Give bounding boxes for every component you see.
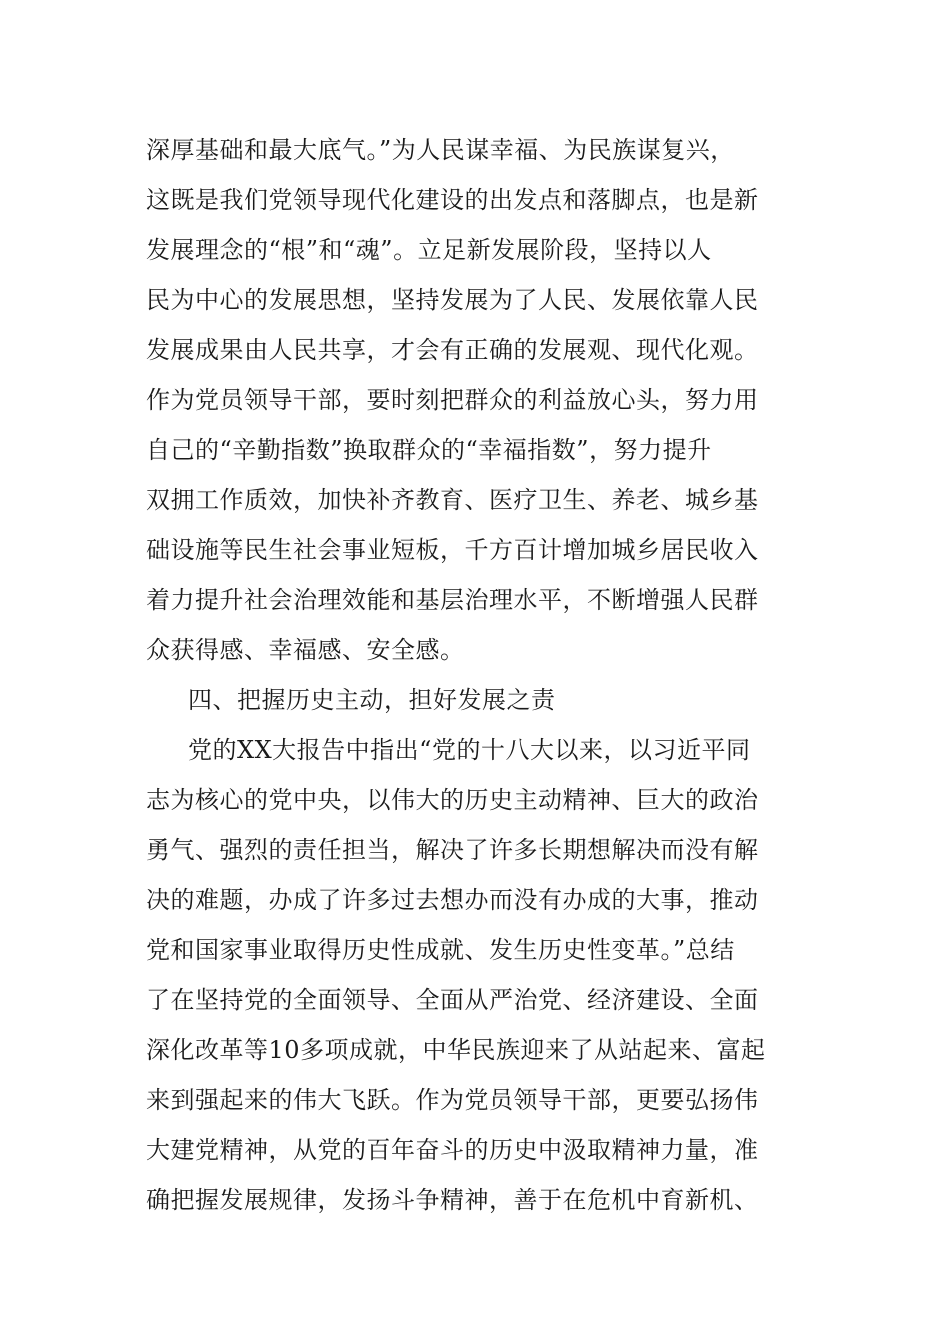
text-line: 础设施等民生社会事业短板，千方百计增加城乡居民收入 (146, 536, 759, 564)
text-line: 深化改革等10多项成就，中华民族迎来了从站起来、富起 (146, 1036, 766, 1064)
text-line: 着力提升社会治理效能和基层治理水平，不断增强人民群 (146, 586, 759, 614)
text-line: 来到强起来的伟大飞跃。作为党员领导干部，更要弘扬伟 (146, 1086, 759, 1114)
text-line: 民为中心的发展思想，坚持发展为了人民、发展依靠人民 (146, 286, 759, 314)
text-line: 发展成果由人民共享，才会有正确的发展观、现代化观。 (146, 336, 759, 364)
text-line: 决的难题，办成了许多过去想办而没有办成的大事，推动 (146, 886, 759, 914)
section-heading: 四、把握历史主动，担好发展之责 (188, 686, 556, 714)
text-line: 双拥工作质效，加快补齐教育、医疗卫生、养老、城乡基 (146, 486, 759, 514)
text-line: 自己的“辛勤指数”换取群众的“幸福指数”，努力提升 (146, 436, 712, 464)
text-line: 志为核心的党中央，以伟大的历史主动精神、巨大的政治 (146, 786, 759, 814)
text-line: 党和国家事业取得历史性成就、发生历史性变革。”总结 (146, 936, 735, 964)
text-line: 勇气、强烈的责任担当，解决了许多长期想解决而没有解 (146, 836, 759, 864)
text-line: 深厚基础和最大底气。”为人民谋幸福、为民族谋复兴， (146, 136, 735, 164)
text-line: 了在坚持党的全面领导、全面从严治党、经济建设、全面 (146, 986, 759, 1014)
text-line: 发展理念的“根”和“魂”。立足新发展阶段，坚持以人 (146, 236, 712, 264)
text-line: 确把握发展规律，发扬斗争精神，善于在危机中育新机、 (146, 1186, 759, 1214)
text-line: 众获得感、幸福感、安全感。 (146, 636, 465, 664)
text-line: 大建党精神，从党的百年奋斗的历史中汲取精神力量，准 (146, 1136, 759, 1164)
text-line: 党的XX大报告中指出“党的十八大以来，以习近平同 (188, 736, 751, 764)
text-line: 作为党员领导干部，要时刻把群众的利益放心头，努力用 (146, 386, 759, 414)
text-line: 这既是我们党领导现代化建设的出发点和落脚点，也是新 (146, 186, 759, 214)
